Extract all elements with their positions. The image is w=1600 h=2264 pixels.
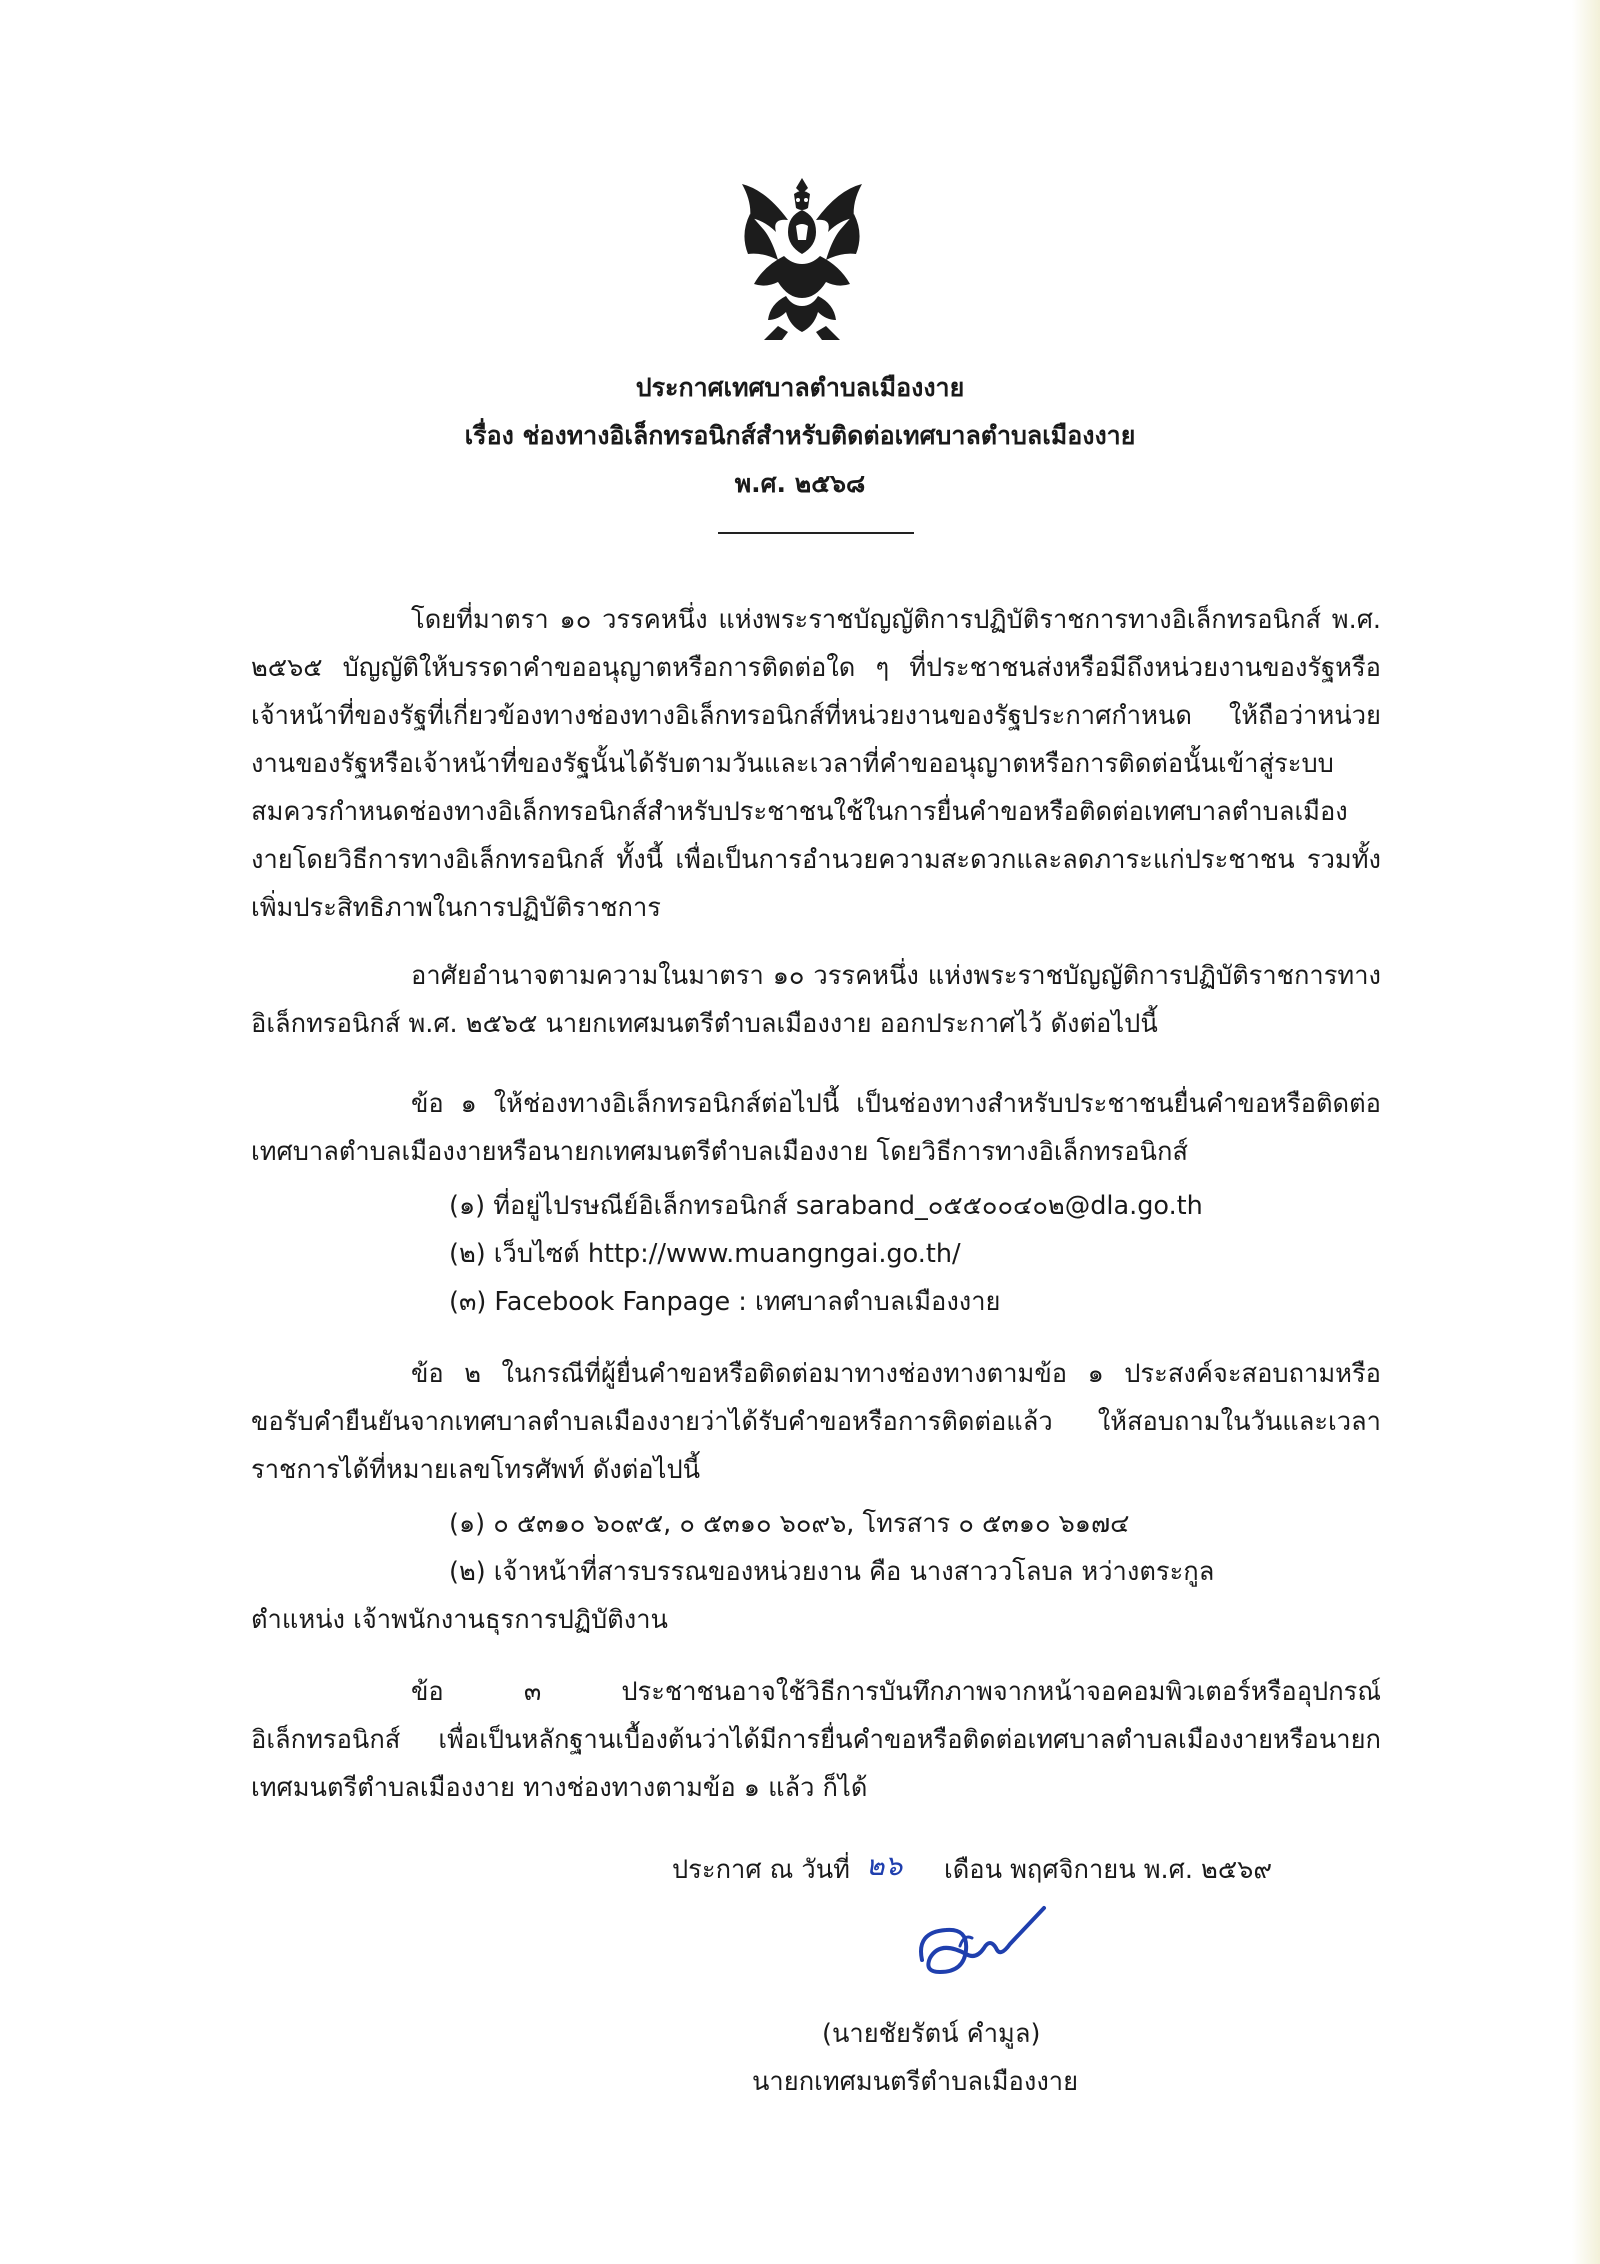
item-2-officer-position: ตำแหน่ง เจ้าพนักงานธุรการปฏิบัติงาน	[251, 1605, 668, 1635]
item-3-text: ข้อ ๓ ประชาชนอาจใช้วิธีการบันทึกภาพจากหน้าจอคอมพิวเตอร์หรืออุปกรณ์อิเล็กทรอนิกส์ เพื่อเป็นหลักฐานเบื้องต้นว่าได้มีการยื่นคำขอหรือติดต่อเทศบาลตำบลเมืองงายหรือนายกเทศมนตรีตำบลเมืองงาย ทางช่องทางตามข้อ ๑ แล้ว ก็ได้	[251, 1677, 1381, 1803]
item-1-website: (๒) เว็บไซต์ http://www.muangngai.go.th/	[449, 1239, 961, 1269]
signatory-position: นายกเทศมนตรีตำบลเมืองงาย	[752, 2067, 1079, 2097]
announcement-year: พ.ศ. ๒๕๖๘	[734, 469, 866, 498]
item-1-text: ข้อ ๑ ให้ช่องทางอิเล็กทรอนิกส์ต่อไปนี้ เป็นช่องทางสำหรับประชาชนยื่นคำขอหรือติดต่อเทศบาลตำบลเมืองงายหรือนายกเทศมนตรีตำบลเมืองงาย โดยวิธีการทางอิเล็กทรอนิกส์	[251, 1089, 1381, 1167]
signature-image	[900, 1890, 1060, 2010]
item-2-paragraph	[251, 1350, 1381, 1494]
item-2-phones: (๑) ๐ ๕๓๑๐ ๖๐๙๕, ๐ ๕๓๑๐ ๖๐๙๖, โทรสาร ๐ ๕๓๑๐ ๖๑๗๔	[449, 1509, 1130, 1539]
page-edge-tint	[1572, 0, 1600, 2264]
authority-paragraph	[251, 952, 1381, 1048]
title-divider	[718, 532, 914, 534]
announcement-subject: เรื่อง ช่องทางอิเล็กทรอนิกส์สำหรับติดต่อเทศบาลตำบลเมืองงาย	[464, 421, 1136, 450]
item-2-text: ข้อ ๒ ในกรณีที่ผู้ยื่นคำขอหรือติดต่อมาทางช่องทางตามข้อ ๑ ประสงค์จะสอบถามหรือขอรับคำยืนยันจากเทศบาลตำบลเมืองงายว่าได้รับคำขอหรือการติดต่อแล้ว ให้สอบถามในวันและเวลาราชการได้ที่หมายเลขโทรศัพท์ ดังต่อไปนี้	[251, 1359, 1381, 1485]
date-prefix: ประกาศ ณ วันที่	[672, 1855, 850, 1885]
announcement-title: ประกาศเทศบาลตำบลเมืองงาย	[635, 373, 965, 402]
item-3-paragraph	[251, 1668, 1381, 1812]
recital-paragraph	[251, 596, 1381, 932]
date-day-handwritten: ๒๖	[866, 1849, 903, 1882]
authority-text: อาศัยอำนาจตามความในมาตรา ๑๐ วรรคหนึ่ง แห่งพระราชบัญญัติการปฏิบัติราชการทางอิเล็กทรอนิกส์ พ.ศ. ๒๕๖๕ นายกเทศมนตรีตำบลเมืองงาย ออกประกาศไว้ ดังต่อไปนี้	[251, 961, 1381, 1039]
date-suffix: เดือน พฤศจิกายน พ.ศ. ๒๕๖๙	[944, 1855, 1273, 1885]
item-1-email: (๑) ที่อยู่ไปรษณีย์อิเล็กทรอนิกส์ saraband_๐๕๕๐๐๔๐๒@dla.go.th	[449, 1191, 1203, 1221]
recital-text: โดยที่มาตรา ๑๐ วรรคหนึ่ง แห่งพระราชบัญญัติการปฏิบัติราชการทางอิเล็กทรอนิกส์ พ.ศ. ๒๕๖๕ บัญญัติให้บรรดาคำขออนุญาตหรือการติดต่อใด ๆ ที่ประชาชนส่งหรือมีถึงหน่วยงานของรัฐหรือเจ้าหน้าที่ของรัฐที่เกี่ยวข้องทางช่องทางอิเล็กทรอนิกส์ที่หน่วยงานของรัฐประกาศกำหนด ให้ถือว่าหน่วยงานของรัฐหรือเจ้าหน้าที่ของรัฐนั้นได้รับตามวันและเวลาที่คำขออนุญาตหรือการติดต่อนั้นเข้าสู่ระบบ สมควรกำหนดช่องทางอิเล็กทรอนิกส์สำหรับประชาชนใช้ในการยื่นคำขอหรือติดต่อเทศบาลตำบลเมืองงายโดยวิธีการทางอิเล็กทรอนิกส์ ทั้งนี้ เพื่อเป็นการอำนวยความสะดวกและลดภาระแก่ประชาชน รวมทั้งเพิ่มประสิทธิภาพในการปฏิบัติราชการ	[251, 605, 1381, 923]
garuda-emblem-icon	[732, 170, 872, 350]
item-1-paragraph	[251, 1080, 1381, 1176]
signatory-name: (นายชัยรัตน์ คำมูล)	[822, 2019, 1041, 2049]
item-2-officer: (๒) เจ้าหน้าที่สารบรรณของหน่วยงาน คือ นางสาววโลบล หว่างตระกูล	[449, 1557, 1215, 1587]
item-1-facebook: (๓) Facebook Fanpage : เทศบาลตำบลเมืองงาย	[449, 1287, 1001, 1317]
